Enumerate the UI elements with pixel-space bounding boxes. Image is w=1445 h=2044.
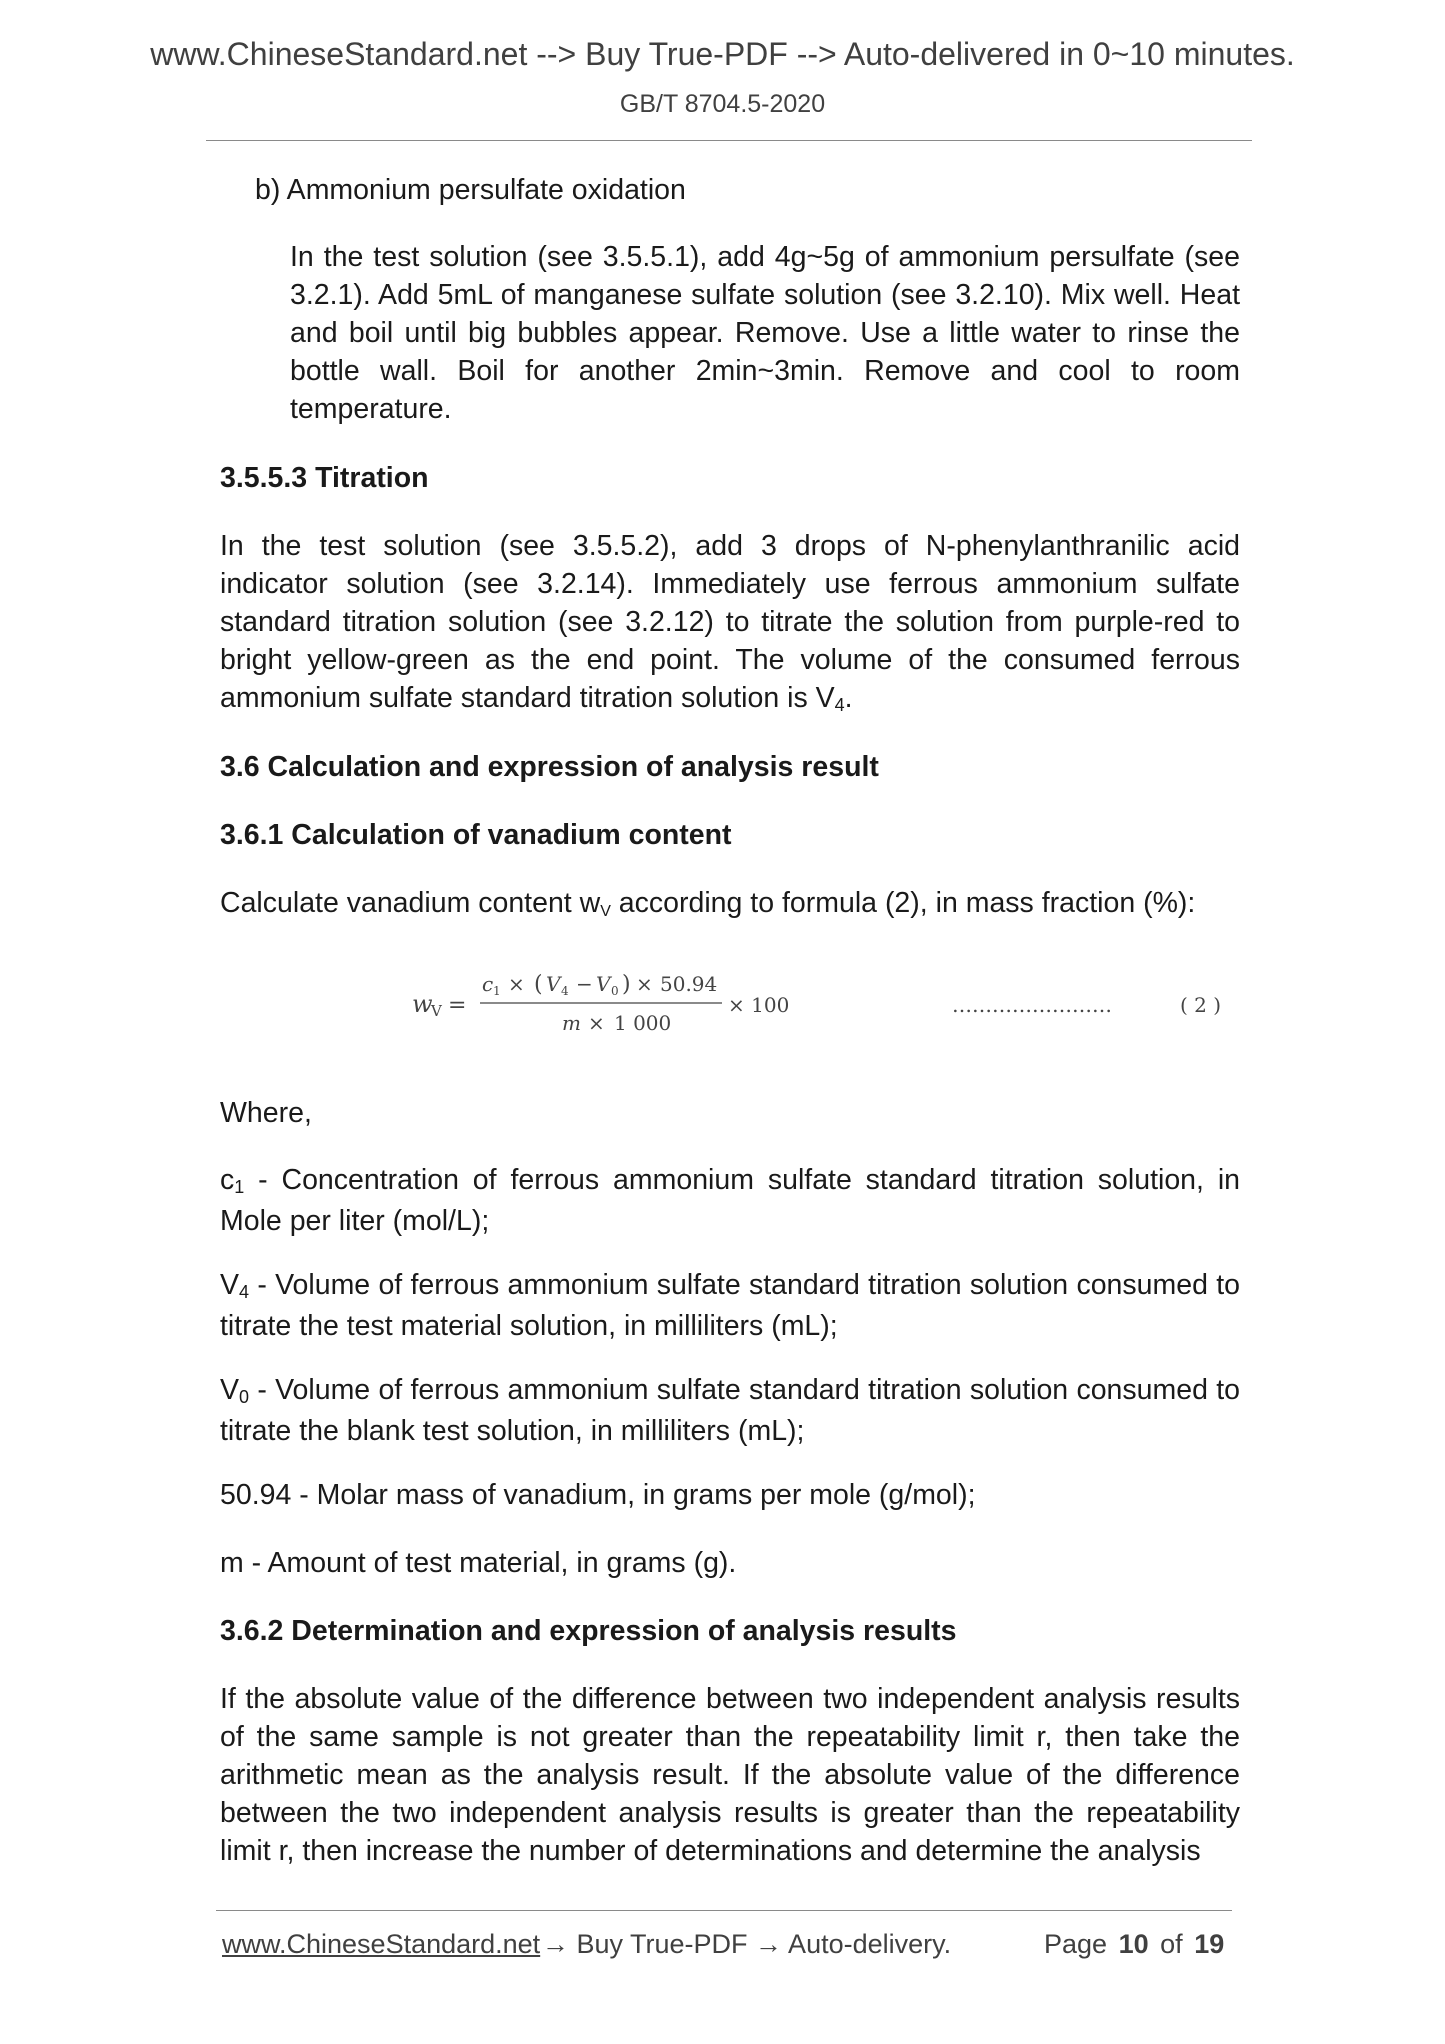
definition-v4 [220, 1266, 1240, 1345]
def-c1-subscript: 1 [234, 1177, 245, 1197]
paragraph-calculate [220, 884, 1240, 927]
of-label: of [1160, 1929, 1183, 1959]
formula-lhs-sub: V [431, 1002, 442, 1020]
def-v4-text: - Volume of ferrous ammonium sulfate standard titration solution consumed to titrate the test material solution, in milliliters (mL); [220, 1269, 1240, 1342]
definition-molar-mass: 50.94 - Molar mass of vanadium, in grams per mole (g/mol); [220, 1479, 976, 1511]
formula-number: ( 2 ) [1180, 993, 1222, 1017]
paragraph-determination: If the absolute value of the difference between two independent analysis results of the same sample is not greater than the repeatability limit r, then take the arithmetic mean as the analysis result. If the absolute value of the difference between the two independent analysis results is greater than the repeatability limit r, then increase the number of determinations and determine the analysis [220, 1683, 1240, 1867]
paragraph-titration-text: In the test solution (see 3.5.5.2), add 3 drops of N-phenylanthranilic acid indicator solution (see 3.2.14). Immediately use ferrous ammonium sulfate standard titration solution (see 3.2.12) to titrate the solution from purple-red to bright yellow-green as the end point. The volume of the consumed ferrous ammonium sulfate standard titration solution is V [220, 530, 1240, 714]
header-divider [206, 140, 1252, 141]
formula-num-paren-close: ) [622, 972, 631, 997]
def-v0-text: - Volume of ferrous ammonium sulfate standard titration solution consumed to titrate the blank test solution, in milliliters (mL); [220, 1374, 1240, 1447]
formula-equals: = [448, 993, 467, 1018]
formula-2 [400, 970, 1260, 1040]
formula-den-const: 1 000 [614, 1011, 672, 1035]
paragraph-titration-end: . [844, 682, 853, 714]
def-v4-subscript: 4 [239, 1282, 250, 1302]
def-v0-subscript: 0 [239, 1387, 250, 1407]
formula-lhs: w [412, 990, 433, 1018]
heading-3-6: 3.6 Calculation and expression of analysis result [220, 751, 879, 783]
formula-num-v0: V [596, 972, 611, 996]
where-label: Where, [220, 1097, 312, 1129]
subscript-v: V [600, 903, 611, 920]
formula-num-v4-sub: 4 [561, 984, 569, 998]
formula-num-c-sub: 1 [493, 984, 501, 998]
heading-3-6-2: 3.6.2 Determination and expression of analysis results [220, 1615, 957, 1647]
def-c1-text: - Concentration of ferrous ammonium sulfate standard titration solution, in Mole per liter (mol/L); [220, 1164, 1240, 1237]
formula-num-v4: V [546, 972, 561, 996]
calculate-text-b: according to formula (2), in mass fraction (%): [610, 887, 1196, 919]
formula-dots: …………………… [952, 993, 1112, 1017]
heading-3-5-5-3: 3.5.5.3 Titration [220, 462, 429, 494]
formula-num-const: 50.94 [660, 972, 718, 996]
def-v4-symbol: V [220, 1269, 240, 1301]
def-c1-symbol: c [220, 1164, 235, 1196]
page-total: 19 [1194, 1929, 1225, 1959]
definition-c1 [220, 1161, 1240, 1240]
subsection-b-heading: b) Ammonium persulfate oxidation [255, 174, 686, 206]
heading-3-6-1: 3.6.1 Calculation of vanadium content [220, 819, 732, 851]
formula-num-v0-sub: 0 [611, 984, 619, 998]
formula-times-100: × 100 [728, 993, 790, 1017]
definition-m: m - Amount of test material, in grams (g). [220, 1547, 737, 1579]
formula-num-minus: − [576, 972, 593, 996]
subsection-b-paragraph: In the test solution (see 3.5.5.1), add 4g~5g of ammonium persulfate (see 3.2.1). Add 5mL of manganese sulfate solution (see 3.2.10). Mix well. Heat and boil until big bubbles appear. Remove. Use a little water to rinse the bottle wall. Boil for another 2min~3min. Remove and cool to room temperature. [290, 241, 1240, 425]
paragraph-titration [220, 527, 1240, 720]
document-number: GB/T 8704.5-2020 [619, 90, 826, 118]
definition-v0 [220, 1371, 1240, 1450]
footer-site-link[interactable]: www.ChineseStandard.net [222, 1929, 541, 1959]
page-number: 10 [1118, 1929, 1149, 1959]
formula-svg [400, 970, 1260, 1040]
page-label: Page [1044, 1929, 1108, 1959]
formula-num-times2: × [636, 972, 653, 996]
formula-den-m: m [562, 1011, 581, 1035]
calculate-text-a: Calculate vanadium content w [220, 887, 601, 919]
subscript-4: 4 [834, 695, 845, 715]
def-v0-symbol: V [220, 1374, 240, 1406]
formula-num-c: c [482, 972, 494, 996]
top-banner: www.ChineseStandard.net --> Buy True-PDF --> Auto-delivered in 0~10 minutes. [150, 36, 1295, 72]
page-indicator [1044, 1929, 1224, 1960]
formula-num-times1: × [508, 972, 525, 996]
footer-divider [216, 1910, 1232, 1911]
footer-tagline: → Buy True-PDF → Auto-delivery. [542, 1929, 952, 1959]
formula-den-times: × [588, 1011, 605, 1035]
formula-num-paren-open: ( [534, 972, 543, 997]
